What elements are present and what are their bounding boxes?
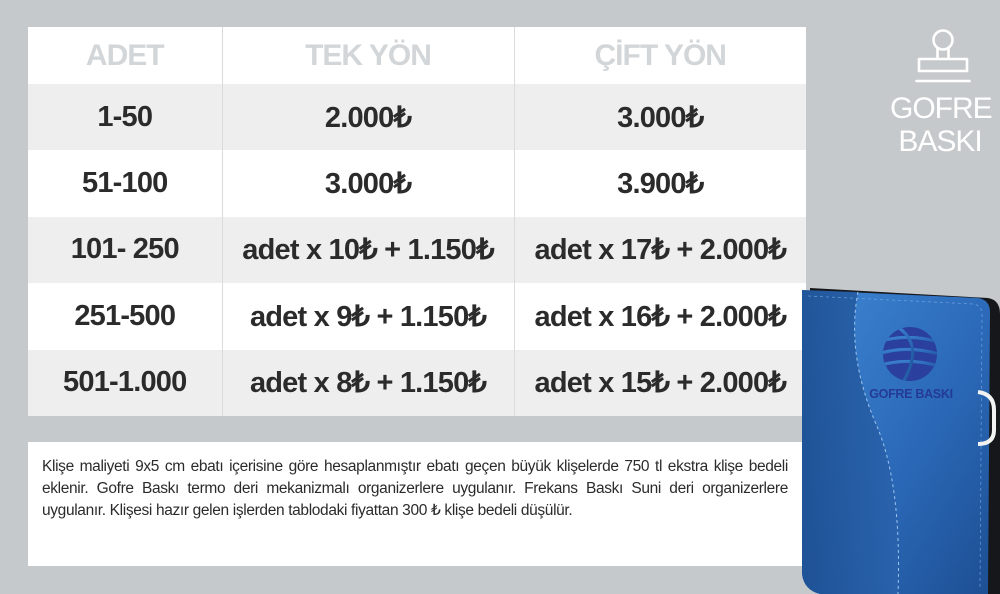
organizer-folder-image	[798, 284, 1000, 594]
cell-cift-yon: adet x 15₺ + 2.000₺	[514, 350, 806, 416]
brand-line-2: BASKI	[898, 125, 982, 158]
table-row	[28, 283, 806, 349]
brand-title	[890, 92, 990, 158]
cell-cift-yon: adet x 16₺ + 2.000₺	[514, 283, 806, 349]
cell-tek-yon: 3.000₺	[222, 150, 514, 216]
cell-adet: 251-500	[28, 283, 222, 349]
cell-cift-yon: 3.900₺	[514, 150, 806, 216]
cell-adet: 101- 250	[28, 217, 222, 283]
cell-cift-yon: 3.000₺	[514, 84, 806, 150]
table-header-row	[28, 27, 806, 84]
cell-adet: 51-100	[28, 150, 222, 216]
header-cift-yon: ÇİFT YÖN	[514, 27, 806, 84]
cell-tek-yon: adet x 10₺ + 1.150₺	[222, 217, 514, 283]
table-row	[28, 150, 806, 216]
brand-line-1: GOFRE	[890, 92, 992, 125]
pricing-note: Klişe maliyeti 9x5 cm ebatı içerisine göre hesaplanmıştır ebatı geçen büyük klişelerde 750 tl ekstra klişe bedeli eklenir. Gofre Baskı termo deri mekanizmalı organizerlere uygulanır. Frekans Baskı Suni deri organizerlere uygulanır. Klişesi hazır gelen işlerden tablodaki fiyattan 300 ₺ klişe bedeli düşülür.	[28, 442, 806, 566]
cell-cift-yon: adet x 17₺ + 2.000₺	[514, 217, 806, 283]
header-tek-yon: TEK YÖN	[222, 27, 514, 84]
stamp-icon	[915, 28, 971, 86]
folder-logo-label: GOFRE BASKI	[869, 387, 953, 401]
table-row	[28, 84, 806, 150]
cell-tek-yon: 2.000₺	[222, 84, 514, 150]
cell-tek-yon: adet x 9₺ + 1.150₺	[222, 283, 514, 349]
table-row	[28, 217, 806, 283]
cell-tek-yon: adet x 8₺ + 1.150₺	[222, 350, 514, 416]
cell-adet: 1-50	[28, 84, 222, 150]
cell-adet: 501-1.000	[28, 350, 222, 416]
table-row	[28, 350, 806, 416]
price-table	[28, 27, 806, 416]
header-adet: ADET	[28, 27, 222, 84]
